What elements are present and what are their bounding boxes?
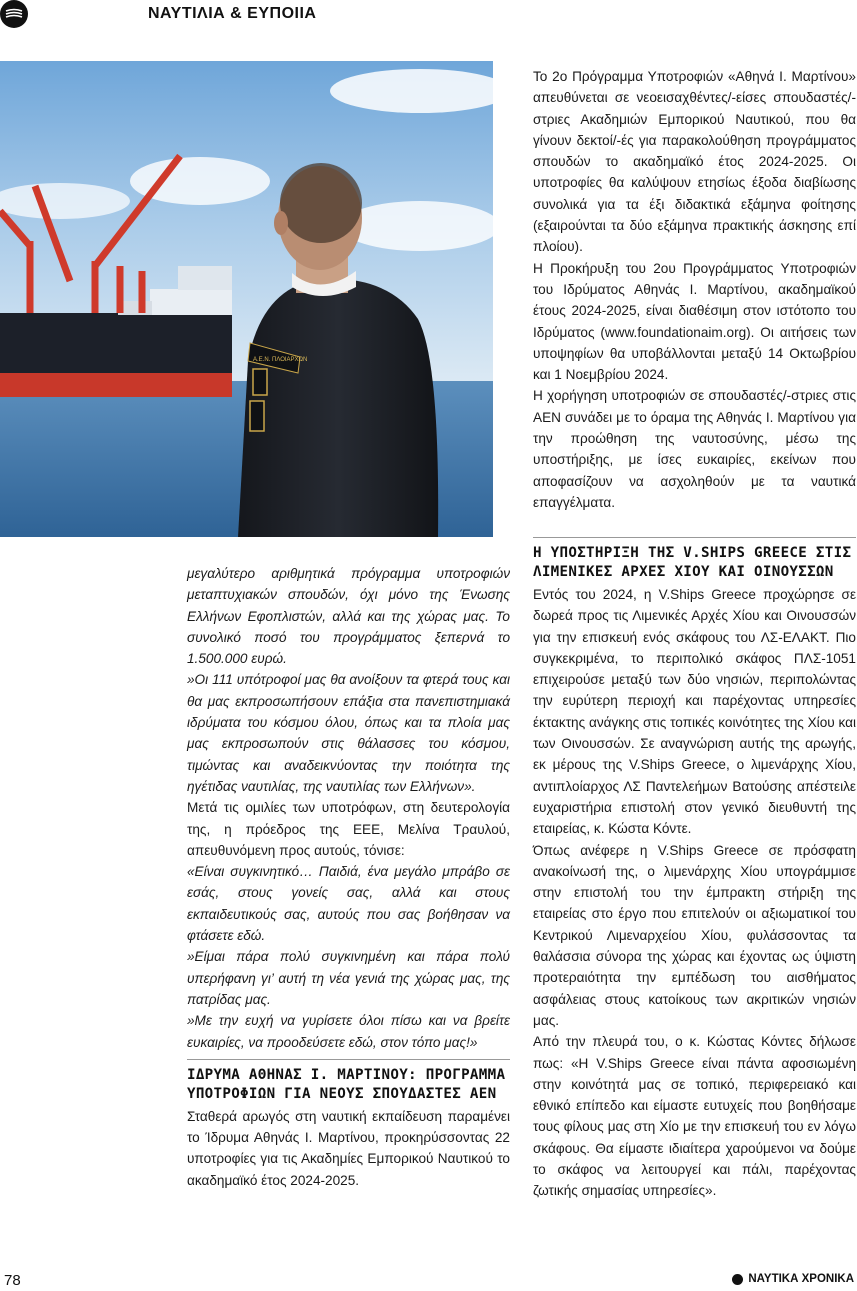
publication-brand [732, 1273, 854, 1285]
paragraph: Όπως ανέφερε η V.Ships Greece σε πρόσφατη ανακοίνωσή της, ο λιμενάρχης Χίου υπογράμμισε στην επιστολή του την έμπρακτη στήριξη της εταιρείας στο έργο που επιτελούν οι αξιωματικοί του Κεντρικού Λιμεναρχείου Χίου, φυλάσσοντας τα θαλάσσια σύνορα της χώρας και έχοντας ως ύψιστη προτεραιότητα την εμπέδωση του αισθήματος ασφάλειας στους κατοίκους των ακριτικών νησιών μας. [533, 842, 856, 1028]
paragraph: »Οι 111 υπότροφοί μας θα ανοίξουν τα φτερά τους και θα μας εκπροσωπήσουν επάξια στα πανεπιστημιακά ιδρύματα του κόσμου όλου, όπως και τα πλοία μας μας εκπροσωπούν στις θάλασσες του κόσμου, τιμώντας και αναδεικνύοντας την ποιότητα της ηγέτιδας ναυτιλίας, της ναυτιλίας των Ελλήνων». [187, 672, 510, 794]
magazine-logo-icon [0, 0, 28, 28]
paragraph: »Είμαι πάρα πολύ συγκινημένη και πάρα πολύ υπερήφανη γι’ αυτή τη νέα γενιά της χώρας μας, της πατρίδας μας. [187, 949, 510, 1007]
paragraph: Η Προκήρυξη του 2ου Προγράμματος Υποτροφιών του Ιδρύματος Αθηνάς Ι. Μαρτίνου, ακαδημαϊκού έτους 2024-2025, είναι διαθέσιμη στον ιστότοπο του Ιδρύματος (www.foundationaim.org). Οι αιτήσεις των υποψηφίων θα υποβάλλονται μεταξύ 14 Οκτωβρίου και 1 Νοεμβρίου 2024. [533, 260, 856, 383]
paragraph: »Με την ευχή να γυρίσετε όλοι πίσω και να βρείτε ευκαιρίες, να προοδεύσετε εδώ, στον τόπο μας!» [187, 1013, 510, 1050]
paragraph: Από την πλευρά του, ο κ. Κώστας Κόντες δήλωσε πως: «Η V.Ships Greece είναι πάντα αφοσιωμένη στην κοινότητά μας σε τοπικό, περιφερειακό και εθνικό επίπεδο και είμαστε ευτυχείς που βοηθήσαμε τους φίλους μας στη Χίο με την επισκευή του εν λόγω σκάφους. Θα είμαστε ιδιαίτερα χαρούμενοι να δούμε το σκάφος να λειτουργεί και πάλι, παρέχοντας ζωτικής σημασίας υπηρεσίες». [533, 1034, 856, 1199]
right-top-column [533, 66, 856, 513]
paragraph: Το 2ο Πρόγραμμα Υποτροφιών «Αθηνά Ι. Μαρτίνου» απευθύνεται σε νεοεισαχθέντες/-είσες σπουδαστές/-στριες Ακαδημιών Εμπορικού Ναυτικού, που θα γίνουν δεκτοί/-ές για παρακολούθηση προγράμματος σπουδών το ακαδημαϊκό έτος 2024-2025. Οι υποτροφίες θα καλύψουν ετησίως έξοδα διαβίωσης συνολικά για τα έξι διδακτικά εξάμηνα φοίτησης (εξαιρούνται τα δύο εξάμηνα πρακτικής άσκησης επί πλοίου). [533, 69, 856, 255]
section-title: ΝΑΥΤΙΛΙΑ & ΕΥΠΟΙΙΑ [148, 5, 317, 22]
shoulder-patch-text: Α.Ε.Ν. ΠΛΟΙΑΡΧΩΝ [253, 357, 308, 363]
section-heading: Η ΥΠΟΣΤΗΡΙΞΗ ΤΗΣ V.SHIPS GREECE ΣΤΙΣ ΛΙΜΕΝΙΚΕΣ ΑΡΧΕΣ ΧΙΟΥ ΚΑΙ ΟΙΝΟΥΣΣΩΝ [533, 545, 852, 580]
paragraph: Σταθερά αρωγός στη ναυτική εκπαίδευση παραμένει το Ίδρυμα Αθηνάς Ι. Μαρτίνου, προκηρύσσοντας 22 υποτροφίες για τις Ακαδημίες Εμπορικού Ναυτικού το ακαδημαϊκό έτος 2024-2025. [187, 1108, 510, 1188]
paragraph: Εντός του 2024, η V.Ships Greece προχώρησε σε δωρεά προς τις Λιμενικές Αρχές Χίου και Οινουσσών για την επισκευή ενός σκάφους του ΛΣ-ΕΛΑΚΤ. Πιο συγκεκριμένα, το περιπολικό σκάφος ΠΛΣ-1051 επιχειρούσε μεταξύ των δύο νησιών, περιπολώντας την ευρύτερη περιοχή και παρέχοντας υπηρεσίες έκτακτης ανάγκης στις τοπικές κοινότητες της Χίου και των Οινουσσών. Σε αναγνώριση αυτής της αρωγής, εκ μέρους της V.Ships Greece, ο λιμενάρχης Χίου, αντιπλοίαρχος ΛΣ Παντελεήμων Βατούσης απέστειλε ευχαριστήρια επιστολή στον γενικό διευθυντή της εταιρείας, κ. Κώστα Κόντε. [533, 587, 856, 837]
right-bottom-column [533, 531, 856, 1202]
brand-name: ΝΑΥΤΙΚΑ ΧΡΟΝΙΚΑ [748, 1273, 854, 1285]
section-heading: ΙΔΡΥΜΑ ΑΘΗΝΑΣ Ι. ΜΑΡΤΙΝΟΥ: ΠΡΟΓΡΑΜΜΑ ΥΠΟΤΡΟΦΙΩΝ ΓΙΑ ΝΕΟΥΣ ΣΠΟΥΔΑΣΤΕΣ ΑΕΝ [187, 1066, 506, 1102]
paragraph: Η χορήγηση υποτροφιών σε σπουδαστές/-στριες στις ΑΕΝ συνάδει με το όραμα της Αθηνάς Ι. Μαρτίνου για την προώθηση της ναυτοσύνης, μέσω της υποστήριξης, με ίσες ευκαιρίες, εκείνων που αποφασίζουν να ασχοληθούν με τα ναυτικά επαγγέλματα. [533, 388, 856, 510]
article-photo [0, 61, 493, 537]
left-column [187, 563, 510, 1191]
paragraph: Μετά τις ομιλίες των υποτρόφων, στη δευτερολογία της, η πρόεδρος της ΕΕΕ, Μελίνα Τραυλού, απευθυνόμενη προς αυτούς, τόνισε: [187, 800, 510, 858]
paragraph: «Είναι συγκινητικό… Παιδιά, ένα μεγάλο μπράβο σε εσάς, στους γονείς σας, αλλά και στους εκπαιδευτικούς σας, αυτούς που σας βοήθησαν να φτάσετε εδώ. [187, 864, 510, 944]
page-number: 78 [4, 1272, 21, 1289]
divider [187, 1059, 510, 1060]
divider [533, 537, 856, 538]
paragraph: μεγαλύτερο αριθμητικά πρόγραμμα υποτροφιών μεταπτυχιακών σπουδών, όχι μόνο της Ένωσης Ελλήνων Εφοπλιστών, αλλά και της χώρας μας. Το συνολικό ποσό του προγράμματος ξεπερνά το 1.500.000 ευρώ. [187, 566, 510, 667]
brand-logo-icon [732, 1274, 743, 1285]
